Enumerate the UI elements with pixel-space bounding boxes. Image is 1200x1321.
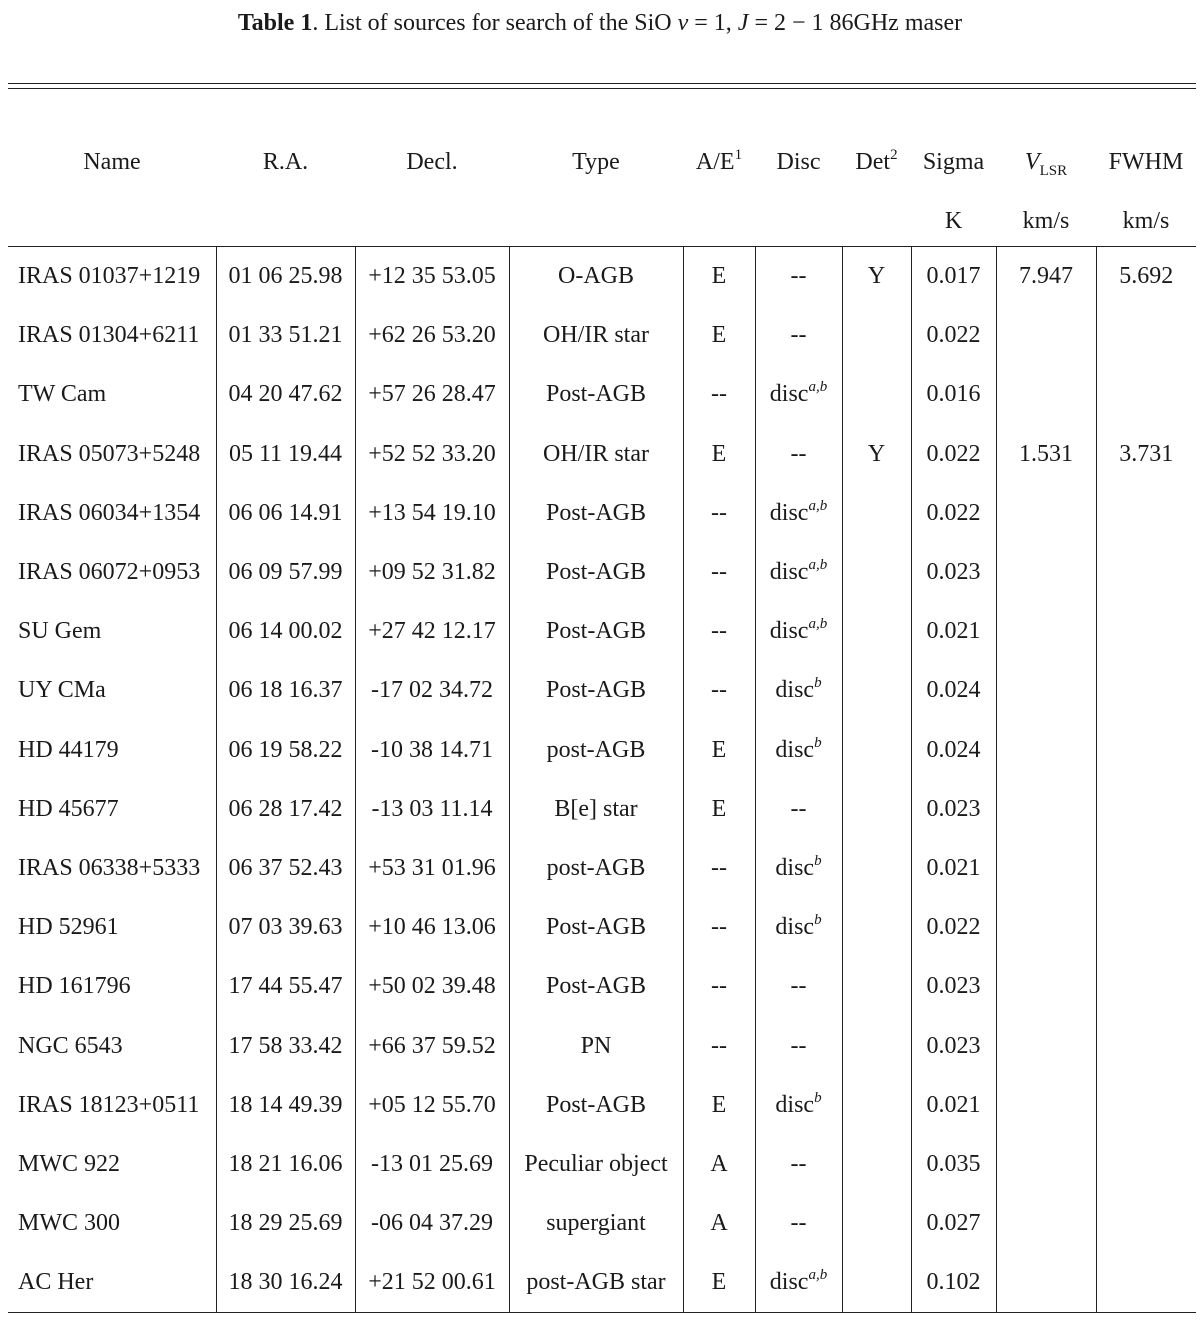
cell-vlsr xyxy=(996,661,1096,720)
cell-fwhm xyxy=(1096,721,1196,780)
cell-fwhm: 3.731 xyxy=(1096,425,1196,484)
table-row xyxy=(8,1194,1196,1253)
cell-vlsr xyxy=(996,721,1096,780)
cell-type: Post-AGB xyxy=(509,602,683,661)
cell-sigma: 0.102 xyxy=(911,1253,996,1313)
cell-sigma: 0.022 xyxy=(911,484,996,543)
cell-type: B[e] star xyxy=(509,780,683,839)
cell-name: IRAS 06338+5333 xyxy=(18,854,201,881)
cell-vlsr xyxy=(996,957,1096,1016)
cell-fwhm xyxy=(1096,543,1196,602)
caption-math-j: J xyxy=(737,10,749,36)
cell-ae: E xyxy=(683,247,755,307)
cell-disc-footnote: b xyxy=(814,1089,822,1106)
cell-name: SU Gem xyxy=(18,618,102,645)
cell-disc-footnote: a,b xyxy=(808,1267,828,1284)
cell-ra: 17 44 55.47 xyxy=(216,957,355,1016)
table-row xyxy=(8,365,1196,424)
cell-fwhm xyxy=(1096,780,1196,839)
cell-vlsr: 7.947 xyxy=(996,247,1096,307)
cell-vlsr xyxy=(996,1135,1096,1194)
cell-ae: -- xyxy=(683,1016,755,1075)
col-header-vlsr xyxy=(996,129,1096,196)
cell-decl: -10 38 14.71 xyxy=(355,721,509,780)
table-row xyxy=(8,661,1196,720)
col-header-sigma: Sigma xyxy=(922,149,985,175)
cell-det: Y xyxy=(842,247,911,307)
col-header-ra: R.A. xyxy=(262,149,309,175)
table-row xyxy=(8,1253,1196,1313)
cell-disc-value: disc xyxy=(769,1269,809,1296)
cell-sigma: 0.021 xyxy=(911,1076,996,1135)
cell-fwhm xyxy=(1096,365,1196,424)
cell-fwhm xyxy=(1096,306,1196,365)
cell-name: HD 44179 xyxy=(18,736,119,763)
cell-decl: +62 26 53.20 xyxy=(355,306,509,365)
table-row xyxy=(8,1076,1196,1135)
table-row xyxy=(8,425,1196,484)
cell-fwhm xyxy=(1096,1016,1196,1075)
cell-ra: 04 20 47.62 xyxy=(216,365,355,424)
cell-disc-footnote: a,b xyxy=(808,379,828,396)
cell-ae: E xyxy=(683,1076,755,1135)
cell-ae: E xyxy=(683,425,755,484)
cell-det xyxy=(842,839,911,898)
cell-type: Post-AGB xyxy=(509,1076,683,1135)
cell-decl: +50 02 39.48 xyxy=(355,957,509,1016)
cell-disc-value: -- xyxy=(790,1032,807,1059)
col-header-ae-label: A/E xyxy=(695,149,735,175)
cell-disc-footnote: a,b xyxy=(808,497,828,514)
cell-fwhm xyxy=(1096,1135,1196,1194)
cell-name: UY CMa xyxy=(18,677,106,704)
cell-ae: -- xyxy=(683,365,755,424)
cell-decl: -06 04 37.29 xyxy=(355,1194,509,1253)
cell-disc-footnote: b xyxy=(814,734,822,751)
table-body xyxy=(8,247,1196,1313)
cell-disc xyxy=(755,365,842,424)
cell-ra: 01 33 51.21 xyxy=(216,306,355,365)
cell-det xyxy=(842,1076,911,1135)
cell-sigma: 0.024 xyxy=(911,661,996,720)
cell-ra: 18 30 16.24 xyxy=(216,1253,355,1313)
cell-disc-footnote: a,b xyxy=(808,616,828,633)
cell-fwhm xyxy=(1096,1253,1196,1313)
cell-disc-value: -- xyxy=(790,1150,807,1177)
col-header-decl: Decl. xyxy=(406,149,458,175)
col-header-vlsr-main: V xyxy=(1024,149,1040,175)
col-header-ae xyxy=(683,129,755,196)
cell-vlsr xyxy=(996,839,1096,898)
cell-fwhm xyxy=(1096,839,1196,898)
cell-decl: +21 52 00.61 xyxy=(355,1253,509,1313)
cell-det xyxy=(842,957,911,1016)
cell-sigma: 0.016 xyxy=(911,365,996,424)
cell-ra: 06 18 16.37 xyxy=(216,661,355,720)
cell-det xyxy=(842,1135,911,1194)
cell-decl: +13 54 19.10 xyxy=(355,484,509,543)
cell-disc xyxy=(755,1016,842,1075)
cell-name: HD 45677 xyxy=(18,795,119,822)
cell-vlsr xyxy=(996,780,1096,839)
cell-disc-value: disc xyxy=(769,559,809,586)
cell-type: post-AGB star xyxy=(509,1253,683,1313)
cell-ae: A xyxy=(683,1194,755,1253)
cell-disc xyxy=(755,306,842,365)
cell-decl: +53 31 01.96 xyxy=(355,839,509,898)
cell-vlsr xyxy=(996,898,1096,957)
cell-disc-footnote: b xyxy=(814,852,822,869)
cell-ae: -- xyxy=(683,957,755,1016)
table-label: Table 1 xyxy=(237,10,313,36)
top-rule xyxy=(8,83,1196,84)
cell-name: IRAS 01037+1219 xyxy=(8,247,216,307)
cell-disc-value: -- xyxy=(790,440,807,467)
cell-vlsr xyxy=(996,602,1096,661)
col-header-vlsr-sub: LSR xyxy=(1039,163,1068,179)
cell-sigma: 0.022 xyxy=(911,306,996,365)
table-row xyxy=(8,1016,1196,1075)
cell-type: OH/IR star xyxy=(509,306,683,365)
cell-disc xyxy=(755,721,842,780)
cell-name: MWC 922 xyxy=(18,1150,120,1177)
cell-name: AC Her xyxy=(8,1253,216,1313)
cell-disc xyxy=(755,1076,842,1135)
unit-sigma: K xyxy=(944,207,963,234)
col-header-fwhm: FWHM xyxy=(1108,149,1184,175)
cell-sigma: 0.027 xyxy=(911,1194,996,1253)
cell-ae: -- xyxy=(683,839,755,898)
table-row xyxy=(8,839,1196,898)
col-header-det xyxy=(842,129,911,196)
cell-disc-footnote: a,b xyxy=(808,557,828,574)
cell-det xyxy=(842,484,911,543)
table-row xyxy=(8,543,1196,602)
cell-disc-value: disc xyxy=(775,736,815,763)
cell-disc xyxy=(755,602,842,661)
cell-det xyxy=(842,661,911,720)
cell-disc-value: -- xyxy=(790,795,807,822)
cell-ra: 06 37 52.43 xyxy=(216,839,355,898)
cell-ae: -- xyxy=(683,898,755,957)
cell-ra: 05 11 19.44 xyxy=(216,425,355,484)
cell-decl: +52 52 33.20 xyxy=(355,425,509,484)
cell-type: post-AGB xyxy=(509,839,683,898)
cell-det xyxy=(842,1194,911,1253)
cell-ae: -- xyxy=(683,484,755,543)
table-row xyxy=(8,780,1196,839)
cell-name: IRAS 01304+6211 xyxy=(18,322,200,349)
cell-vlsr xyxy=(996,1016,1096,1075)
cell-disc xyxy=(755,1253,842,1313)
table-row xyxy=(8,306,1196,365)
cell-ra: 01 06 25.98 xyxy=(216,247,355,307)
table-row xyxy=(8,957,1196,1016)
cell-ae: E xyxy=(683,306,755,365)
col-header-det-footnote: 2 xyxy=(890,147,898,163)
cell-type: post-AGB xyxy=(509,721,683,780)
cell-decl: -13 03 11.14 xyxy=(355,780,509,839)
cell-fwhm xyxy=(1096,1194,1196,1253)
cell-ra: 06 09 57.99 xyxy=(216,543,355,602)
cell-det xyxy=(842,602,911,661)
cell-det xyxy=(842,365,911,424)
cell-ae: E xyxy=(683,780,755,839)
cell-vlsr xyxy=(996,1076,1096,1135)
cell-disc-value: disc xyxy=(775,854,815,881)
cell-det xyxy=(842,1253,911,1313)
cell-sigma: 0.023 xyxy=(911,543,996,602)
cell-disc-value: disc xyxy=(775,1091,815,1118)
cell-fwhm xyxy=(1096,484,1196,543)
caption-math-v: v xyxy=(677,10,689,36)
cell-disc xyxy=(755,780,842,839)
cell-ra: 06 06 14.91 xyxy=(216,484,355,543)
sources-table xyxy=(8,129,1196,1313)
cell-ae: E xyxy=(683,1253,755,1313)
col-header-det-label: Det xyxy=(855,149,891,175)
cell-vlsr: 1.531 xyxy=(996,425,1096,484)
cell-det xyxy=(842,1016,911,1075)
cell-sigma: 0.017 xyxy=(911,247,996,307)
cell-type: Post-AGB xyxy=(509,484,683,543)
cell-name: MWC 300 xyxy=(18,1210,120,1237)
cell-disc-value: disc xyxy=(769,381,809,408)
cell-ae: -- xyxy=(683,602,755,661)
col-header-name: Name xyxy=(83,149,141,175)
cell-det xyxy=(842,306,911,365)
cell-vlsr xyxy=(996,484,1096,543)
cell-sigma: 0.023 xyxy=(911,1016,996,1075)
cell-fwhm xyxy=(1096,957,1196,1016)
cell-name: TW Cam xyxy=(18,381,107,408)
cell-name: HD 52961 xyxy=(18,914,119,941)
cell-disc xyxy=(755,425,842,484)
cell-type: PN xyxy=(509,1016,683,1075)
cell-sigma: 0.022 xyxy=(911,425,996,484)
cell-disc-value: disc xyxy=(769,499,809,526)
cell-type: O-AGB xyxy=(509,247,683,307)
cell-decl: +27 42 12.17 xyxy=(355,602,509,661)
cell-fwhm xyxy=(1096,1076,1196,1135)
cell-det: Y xyxy=(842,425,911,484)
cell-det xyxy=(842,780,911,839)
cell-fwhm xyxy=(1096,898,1196,957)
caption-math-eq1: = 1, xyxy=(688,10,738,36)
caption-text: . List of sources for search of the SiO xyxy=(312,10,678,36)
cell-disc-value: -- xyxy=(790,263,807,290)
cell-decl: +66 37 59.52 xyxy=(355,1016,509,1075)
cell-disc xyxy=(755,484,842,543)
cell-fwhm xyxy=(1096,602,1196,661)
cell-decl: +57 26 28.47 xyxy=(355,365,509,424)
cell-vlsr xyxy=(996,306,1096,365)
cell-sigma: 0.023 xyxy=(911,957,996,1016)
table-row xyxy=(8,247,1196,307)
unit-vlsr: km/s xyxy=(1022,207,1070,234)
cell-sigma: 0.022 xyxy=(911,898,996,957)
cell-type: Post-AGB xyxy=(509,365,683,424)
cell-sigma: 0.024 xyxy=(911,721,996,780)
cell-disc-value: disc xyxy=(775,914,815,941)
units-row xyxy=(8,196,1196,247)
cell-disc-footnote: b xyxy=(814,912,822,929)
header-row xyxy=(8,129,1196,196)
cell-vlsr xyxy=(996,543,1096,602)
cell-disc xyxy=(755,898,842,957)
table-row xyxy=(8,898,1196,957)
caption-math-eq2: = 2 − 1 86GHz maser xyxy=(748,10,963,36)
cell-ae: A xyxy=(683,1135,755,1194)
cell-det xyxy=(842,721,911,780)
unit-fwhm: km/s xyxy=(1122,207,1170,234)
cell-name: NGC 6543 xyxy=(18,1032,123,1059)
cell-disc-value: -- xyxy=(790,1210,807,1237)
col-header-disc: Disc xyxy=(776,149,821,175)
cell-type: Post-AGB xyxy=(509,661,683,720)
cell-disc-value: disc xyxy=(769,618,809,645)
cell-disc xyxy=(755,1135,842,1194)
cell-ae: E xyxy=(683,721,755,780)
cell-disc xyxy=(755,1194,842,1253)
cell-ra: 07 03 39.63 xyxy=(216,898,355,957)
cell-ra: 06 19 58.22 xyxy=(216,721,355,780)
cell-decl: +05 12 55.70 xyxy=(355,1076,509,1135)
cell-disc xyxy=(755,957,842,1016)
col-header-type: Type xyxy=(572,149,620,175)
cell-name: HD 161796 xyxy=(18,973,131,1000)
cell-type: OH/IR star xyxy=(509,425,683,484)
cell-ra: 06 14 00.02 xyxy=(216,602,355,661)
cell-ra: 06 28 17.42 xyxy=(216,780,355,839)
cell-vlsr xyxy=(996,365,1096,424)
cell-disc xyxy=(755,661,842,720)
cell-det xyxy=(842,543,911,602)
cell-decl: +12 35 53.05 xyxy=(355,247,509,307)
table-row xyxy=(8,484,1196,543)
cell-name: IRAS 06034+1354 xyxy=(18,499,201,526)
cell-disc-value: disc xyxy=(775,677,815,704)
cell-name: IRAS 18123+0511 xyxy=(18,1091,200,1118)
cell-fwhm xyxy=(1096,661,1196,720)
table-caption xyxy=(0,10,1200,37)
cell-type: supergiant xyxy=(509,1194,683,1253)
col-header-ae-footnote: 1 xyxy=(734,147,743,163)
cell-decl: +10 46 13.06 xyxy=(355,898,509,957)
cell-type: Post-AGB xyxy=(509,898,683,957)
cell-det xyxy=(842,898,911,957)
cell-type: Post-AGB xyxy=(509,957,683,1016)
cell-decl: -13 01 25.69 xyxy=(355,1135,509,1194)
cell-ra: 18 29 25.69 xyxy=(216,1194,355,1253)
cell-ae: -- xyxy=(683,661,755,720)
cell-disc xyxy=(755,839,842,898)
cell-disc-value: -- xyxy=(790,322,807,349)
cell-name: IRAS 06072+0953 xyxy=(18,559,201,586)
cell-disc-value: -- xyxy=(790,973,807,1000)
cell-ra: 18 14 49.39 xyxy=(216,1076,355,1135)
cell-sigma: 0.021 xyxy=(911,839,996,898)
cell-disc xyxy=(755,247,842,307)
cell-ra: 17 58 33.42 xyxy=(216,1016,355,1075)
cell-decl: +09 52 31.82 xyxy=(355,543,509,602)
cell-type: Post-AGB xyxy=(509,543,683,602)
cell-sigma: 0.035 xyxy=(911,1135,996,1194)
cell-fwhm: 5.692 xyxy=(1096,247,1196,307)
table-row xyxy=(8,602,1196,661)
cell-name: IRAS 05073+5248 xyxy=(18,440,201,467)
cell-disc-footnote: b xyxy=(814,675,822,692)
cell-sigma: 0.021 xyxy=(911,602,996,661)
cell-sigma: 0.023 xyxy=(911,780,996,839)
cell-vlsr xyxy=(996,1253,1096,1313)
cell-ae: -- xyxy=(683,543,755,602)
cell-ra: 18 21 16.06 xyxy=(216,1135,355,1194)
cell-decl: -17 02 34.72 xyxy=(355,661,509,720)
cell-disc xyxy=(755,543,842,602)
table-row xyxy=(8,721,1196,780)
table-row xyxy=(8,1135,1196,1194)
cell-type: Peculiar object xyxy=(509,1135,683,1194)
top-rule-double xyxy=(8,88,1196,89)
cell-vlsr xyxy=(996,1194,1096,1253)
